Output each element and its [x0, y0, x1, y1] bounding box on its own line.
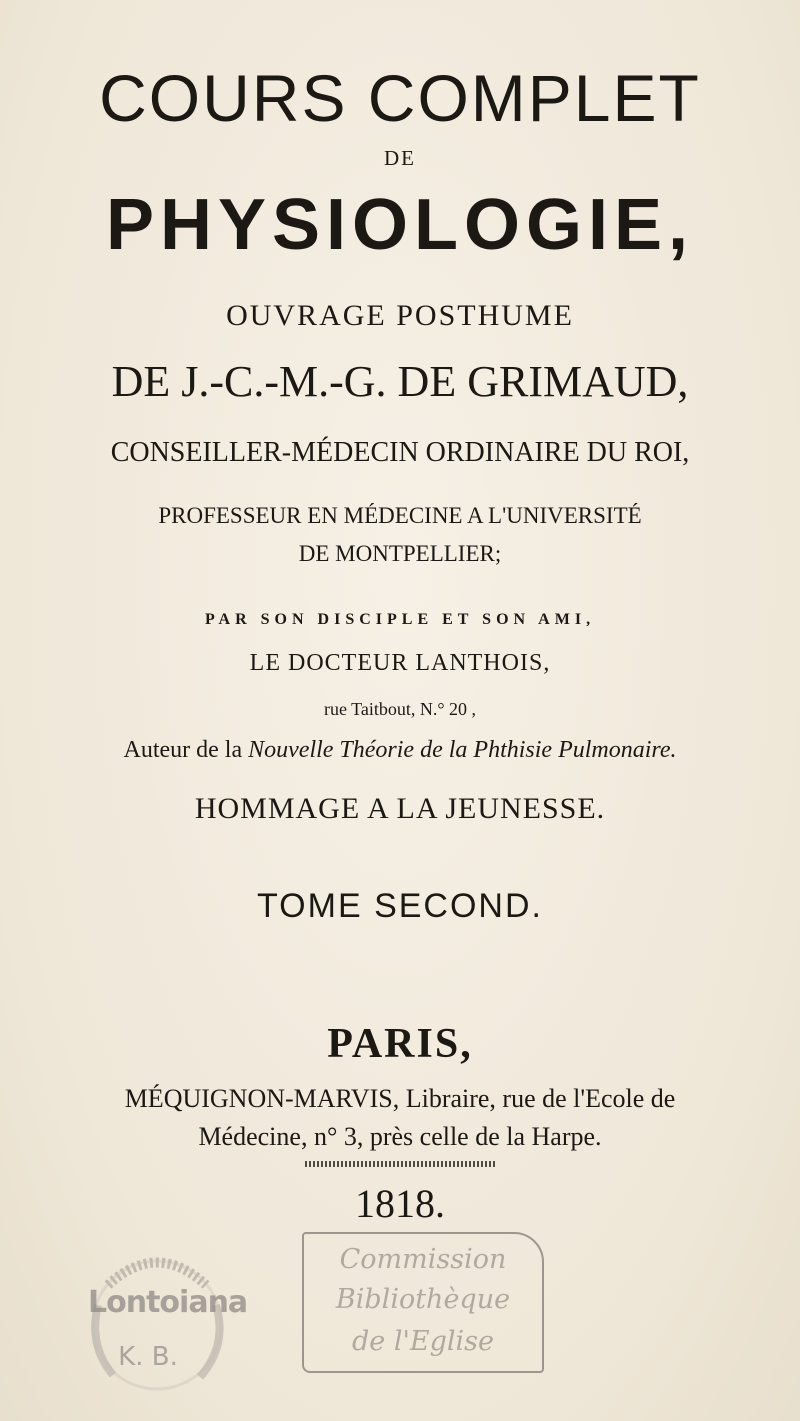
editor-credit-prefix: Auteur de la [123, 737, 243, 763]
editor-name: LE DOCTEUR LANTHOIS, [249, 650, 551, 676]
publication-city: PARIS, [327, 1021, 473, 1067]
title-connector: DE [384, 146, 416, 170]
publication-year: 1818. [355, 1181, 445, 1226]
book-subject: PHYSIOLOGIE, [105, 185, 695, 265]
author-title-line: DE MONTPELLIER; [298, 541, 502, 566]
volume-label: TOME SECOND. [257, 887, 543, 925]
author-title-line: PROFESSEUR EN MÉDECINE A L'UNIVERSITÉ [158, 503, 642, 528]
editor-intro: PAR SON DISCIPLE ET SON AMI, [204, 611, 596, 628]
publisher-line: MÉQUIGNON-MARVIS, Libraire, rue de l'Ecole de [124, 1084, 676, 1113]
work-type: OUVRAGE POSTHUME [226, 299, 574, 332]
stamp-handwriting-line: de l'Eglise [351, 1326, 494, 1357]
editor-credit [0, 737, 800, 764]
author-title-line: CONSEILLER-MÉDECIN ORDINAIRE DU ROI, [110, 437, 690, 468]
stamp-handwriting-line: Commission [339, 1244, 507, 1275]
stamp-handwriting-line: Bibliothèque [335, 1284, 511, 1315]
ownership-stamp-right [302, 1232, 544, 1373]
author-name: DE J.-C.-M.-G. DE GRIMAUD, [111, 357, 689, 406]
stamp-left-text: Lontoiana [88, 1285, 248, 1320]
stamp-left-initials: K. B. [118, 1342, 178, 1372]
publisher-line: Médecine, n° 3, près celle de la Harpe. [198, 1122, 602, 1151]
printer-ornament [305, 1161, 495, 1167]
editor-address: rue Taitbout, N.° 20 , [323, 699, 477, 719]
book-title: COURS COMPLET [99, 61, 701, 135]
dedication: HOMMAGE A LA JEUNESSE. [194, 792, 606, 825]
editor-credit-work: Nouvelle Théorie de la Phthisie Pulmonaire. [248, 737, 677, 763]
stamp-crown-icon [78, 1245, 248, 1395]
library-stamp-left [78, 1245, 248, 1395]
